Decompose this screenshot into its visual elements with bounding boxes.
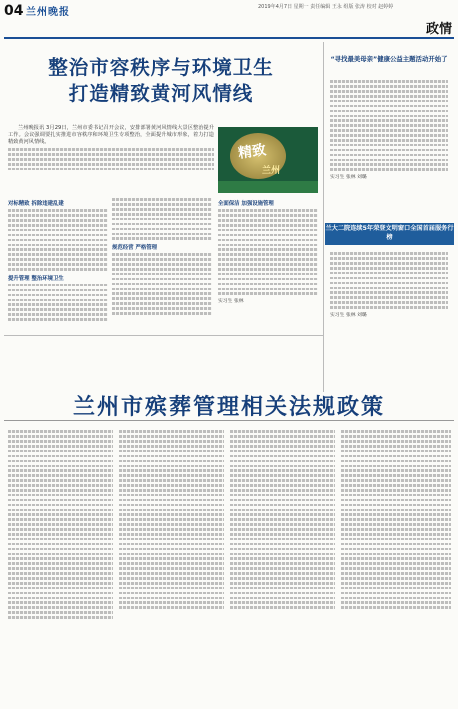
text-line [330, 262, 448, 265]
text-line [119, 445, 224, 448]
text-line [8, 148, 214, 151]
text-line [119, 465, 224, 468]
text-line [112, 203, 212, 206]
text-line [341, 533, 451, 536]
text-line [230, 577, 335, 580]
main-lead [8, 125, 214, 173]
text-line [119, 577, 224, 580]
second-column-1 [8, 428, 113, 621]
text-line [230, 592, 335, 595]
text-line [341, 440, 451, 443]
text-line [8, 479, 113, 482]
text-line [8, 258, 108, 261]
text-line [330, 115, 448, 118]
right-box-body [330, 250, 448, 318]
text-line [119, 513, 224, 516]
text-line [8, 611, 113, 614]
text-line [218, 278, 318, 281]
text-line [230, 430, 335, 433]
article-photo [218, 127, 318, 193]
text-line [341, 553, 451, 556]
text-line [8, 553, 113, 556]
text-line [218, 292, 318, 295]
text-line [8, 499, 113, 502]
text-line [230, 528, 335, 531]
text-line [8, 606, 113, 609]
second-column-4 [341, 428, 451, 611]
text-line [218, 224, 318, 227]
text-line [119, 435, 224, 438]
text-line [230, 504, 335, 507]
text-line [112, 307, 212, 310]
text-line [230, 587, 335, 590]
text-line [119, 474, 224, 477]
text-line [8, 587, 113, 590]
text-line [230, 548, 335, 551]
text-line [330, 95, 448, 98]
text-line [119, 557, 224, 560]
text-line [341, 528, 451, 531]
text-line [8, 528, 113, 531]
text-line [8, 268, 108, 271]
second-column-3 [230, 428, 335, 611]
text-line [112, 258, 212, 261]
divider [4, 420, 454, 421]
main-column-2 [112, 196, 212, 317]
text-line [341, 597, 451, 600]
text-line [218, 268, 318, 271]
text-line [341, 450, 451, 453]
text-line [341, 577, 451, 580]
text-line [230, 494, 335, 497]
text-line [8, 299, 108, 302]
text-line [119, 479, 224, 482]
text-line [8, 557, 113, 560]
text-line [218, 244, 318, 247]
text-line [119, 489, 224, 492]
text-line [112, 278, 212, 281]
text-line [330, 85, 448, 88]
text-line [119, 572, 224, 575]
text-line [112, 312, 212, 315]
text-line [8, 460, 113, 463]
text-line [230, 465, 335, 468]
text-line [341, 518, 451, 521]
text-line [330, 252, 448, 255]
text-line [112, 233, 212, 236]
subhead: 全面保洁 加强设施管理 [218, 201, 274, 207]
text-line [112, 198, 212, 201]
text-line [112, 237, 212, 240]
text-line [230, 553, 335, 556]
text-line [8, 440, 113, 443]
main-headline-line2: 打造精致黄河风情线 [68, 82, 254, 105]
text-line [330, 282, 448, 285]
main-lead-text: 兰州晚报讯 3月29日，兰州市委书记召开会议，安排部署黄河风情线大景区整治提升工作。会议强调要扎实推进市容秩序和环境卫生专项整治，全面提升城市形象，着力打造精致黄河风情线。 [8, 125, 214, 145]
text-line [8, 597, 113, 600]
text-line [230, 435, 335, 438]
text-line [119, 484, 224, 487]
text-line [8, 263, 108, 266]
text-line [230, 567, 335, 570]
text-line [112, 208, 212, 211]
second-headline: 兰州市殡葬管理相关法规政策 [72, 394, 385, 420]
text-line [119, 460, 224, 463]
text-line [341, 582, 451, 585]
text-line [330, 168, 448, 171]
text-line [119, 528, 224, 531]
text-line [230, 562, 335, 565]
text-line [341, 494, 451, 497]
text-line [330, 119, 448, 122]
text-line [119, 518, 224, 521]
text-line [218, 258, 318, 261]
text-line [8, 294, 108, 297]
text-line [341, 465, 451, 468]
text-line [112, 288, 212, 291]
main-column-3 [218, 196, 318, 304]
text-line [218, 253, 318, 256]
photo-foliage [218, 181, 318, 193]
text-line [112, 218, 212, 221]
text-line [330, 110, 448, 113]
text-line [8, 445, 113, 448]
text-line [8, 239, 108, 242]
text-line [341, 523, 451, 526]
main-headline [5, 55, 317, 107]
text-line [112, 223, 212, 226]
reporter-credit: 实习生 张林 [218, 299, 244, 305]
text-line [230, 445, 335, 448]
text-line [341, 509, 451, 512]
text-line [341, 445, 451, 448]
text-line [218, 288, 318, 291]
text-line [230, 450, 335, 453]
text-line [330, 124, 448, 127]
text-line [8, 450, 113, 453]
text-line [330, 100, 448, 103]
right-headline: “寻找最美母亲”健康公益主题活动开始了 [330, 55, 448, 63]
text-line [230, 572, 335, 575]
text-line [218, 263, 318, 266]
text-line [8, 513, 113, 516]
text-line [330, 129, 448, 132]
text-line [330, 144, 448, 147]
text-line [218, 248, 318, 251]
text-line [341, 592, 451, 595]
text-line [330, 287, 448, 290]
text-line [230, 469, 335, 472]
text-line [8, 582, 113, 585]
right-credit: 实习生 张林 刘璐 [330, 175, 367, 181]
text-line [8, 562, 113, 565]
text-line [330, 301, 448, 304]
text-line [230, 606, 335, 609]
text-line [330, 291, 448, 294]
text-line [119, 582, 224, 585]
text-line [230, 479, 335, 482]
text-line [330, 134, 448, 137]
text-line [8, 168, 214, 171]
text-line [330, 90, 448, 93]
text-line [8, 601, 113, 604]
text-line [341, 587, 451, 590]
text-line [341, 562, 451, 565]
text-line [119, 597, 224, 600]
text-line [119, 469, 224, 472]
text-line [8, 219, 108, 222]
text-line [8, 543, 113, 546]
text-line [341, 484, 451, 487]
text-line [119, 567, 224, 570]
text-line [341, 479, 451, 482]
text-line [8, 289, 108, 292]
text-line [119, 494, 224, 497]
text-line [8, 248, 108, 251]
text-line [8, 244, 108, 247]
text-line [112, 283, 212, 286]
text-line [230, 440, 335, 443]
text-line [8, 435, 113, 438]
text-line [119, 499, 224, 502]
text-line [8, 153, 214, 156]
text-line [341, 474, 451, 477]
divider [4, 335, 324, 336]
right-box-credit: 实习生 张林 刘璐 [330, 312, 367, 318]
text-line [112, 273, 212, 276]
text-line [230, 499, 335, 502]
text-line [119, 543, 224, 546]
text-line [119, 587, 224, 590]
text-line [8, 455, 113, 458]
text-line [119, 523, 224, 526]
text-line [330, 277, 448, 280]
text-line [119, 440, 224, 443]
subhead: 规范经营 严格管理 [112, 245, 158, 252]
text-line [119, 504, 224, 507]
text-line [8, 567, 113, 570]
text-line [8, 308, 108, 311]
text-line [218, 234, 318, 237]
header-info: 2019年4月7日 星期一 责任编辑 王永 组版 张涛 校对 赵婷婷 [258, 4, 394, 10]
page-header [0, 0, 458, 42]
text-line [8, 592, 113, 595]
text-line [230, 484, 335, 487]
text-line [119, 455, 224, 458]
text-line [8, 494, 113, 497]
text-line [112, 213, 212, 216]
text-line [230, 474, 335, 477]
text-line [8, 163, 214, 166]
text-line [341, 455, 451, 458]
text-line [218, 214, 318, 217]
text-line [230, 489, 335, 492]
text-line [341, 548, 451, 551]
section-title: 政情 [425, 22, 452, 37]
text-line [230, 597, 335, 600]
text-line [8, 284, 108, 287]
text-line [8, 572, 113, 575]
text-line [330, 80, 448, 83]
right-article-body [330, 78, 448, 180]
text-line [218, 283, 318, 286]
text-line [8, 318, 108, 321]
text-line [112, 253, 212, 256]
text-line [341, 499, 451, 502]
text-line [8, 548, 113, 551]
text-line [230, 460, 335, 463]
text-line [8, 504, 113, 507]
text-line [119, 430, 224, 433]
text-line [341, 601, 451, 604]
text-line [8, 303, 108, 306]
second-column-2 [119, 428, 224, 611]
text-line [8, 465, 113, 468]
text-line [8, 509, 113, 512]
text-line [341, 557, 451, 560]
text-line [330, 267, 448, 270]
text-line [8, 214, 108, 217]
text-line [230, 582, 335, 585]
text-line [119, 538, 224, 541]
text-line [112, 292, 212, 295]
text-line [341, 504, 451, 507]
text-line [230, 543, 335, 546]
text-line [112, 302, 212, 305]
text-line [230, 601, 335, 604]
text-line [8, 229, 108, 232]
right-box-headline: 兰大二院连续5年荣登文明窗口全国首届服务行榜 [325, 223, 454, 245]
text-line [341, 513, 451, 516]
seal-text: 精致 [237, 142, 268, 162]
text-line [230, 513, 335, 516]
header-rule [4, 37, 454, 39]
text-line [230, 518, 335, 521]
seal-subtext: 兰州 [262, 166, 281, 176]
text-line [230, 557, 335, 560]
text-line [341, 430, 451, 433]
text-line [330, 139, 448, 142]
text-line [330, 105, 448, 108]
text-line [112, 268, 212, 271]
text-line [112, 228, 212, 231]
text-line [119, 592, 224, 595]
text-line [341, 538, 451, 541]
text-line [8, 577, 113, 580]
text-line [230, 455, 335, 458]
text-line [341, 572, 451, 575]
text-line [8, 234, 108, 237]
text-line [341, 489, 451, 492]
text-line [230, 538, 335, 541]
text-line [341, 567, 451, 570]
text-line [8, 469, 113, 472]
text-line [330, 296, 448, 299]
text-line [341, 460, 451, 463]
text-line [8, 158, 214, 161]
text-line [230, 533, 335, 536]
text-line [341, 435, 451, 438]
text-line [230, 523, 335, 526]
text-line [8, 313, 108, 316]
text-line [341, 469, 451, 472]
text-line [218, 239, 318, 242]
text-line [218, 229, 318, 232]
text-line [8, 616, 113, 619]
text-line [8, 430, 113, 433]
text-line [8, 489, 113, 492]
text-line [330, 306, 448, 309]
subhead: 对标精致 拆除违建乱建 [8, 201, 64, 207]
text-line [8, 474, 113, 477]
main-headline-line1: 整治市容秩序与环境卫生 [48, 56, 274, 79]
text-line [119, 606, 224, 609]
text-line [330, 149, 448, 152]
text-line [8, 224, 108, 227]
text-line [330, 154, 448, 157]
text-line [119, 509, 224, 512]
text-line [112, 297, 212, 300]
text-line [8, 209, 108, 212]
text-line [119, 533, 224, 536]
text-line [218, 219, 318, 222]
text-line [218, 273, 318, 276]
text-line [8, 253, 108, 256]
text-line [8, 538, 113, 541]
page-number: 04 [4, 3, 24, 19]
text-line [330, 163, 448, 166]
text-line [8, 533, 113, 536]
newspaper-logo: 兰州晚报 [26, 7, 70, 18]
text-line [8, 523, 113, 526]
text-line [119, 548, 224, 551]
text-line [218, 209, 318, 212]
text-line [341, 606, 451, 609]
text-line [230, 509, 335, 512]
text-line [341, 543, 451, 546]
text-line [119, 450, 224, 453]
main-column-1 [8, 196, 108, 323]
text-line [119, 562, 224, 565]
text-line [330, 272, 448, 275]
text-line [112, 263, 212, 266]
text-line [119, 553, 224, 556]
text-line [330, 257, 448, 260]
text-line [8, 518, 113, 521]
text-line [119, 601, 224, 604]
text-line [330, 159, 448, 162]
subhead: 提升管理 整治环境卫生 [8, 275, 64, 282]
text-line [8, 484, 113, 487]
